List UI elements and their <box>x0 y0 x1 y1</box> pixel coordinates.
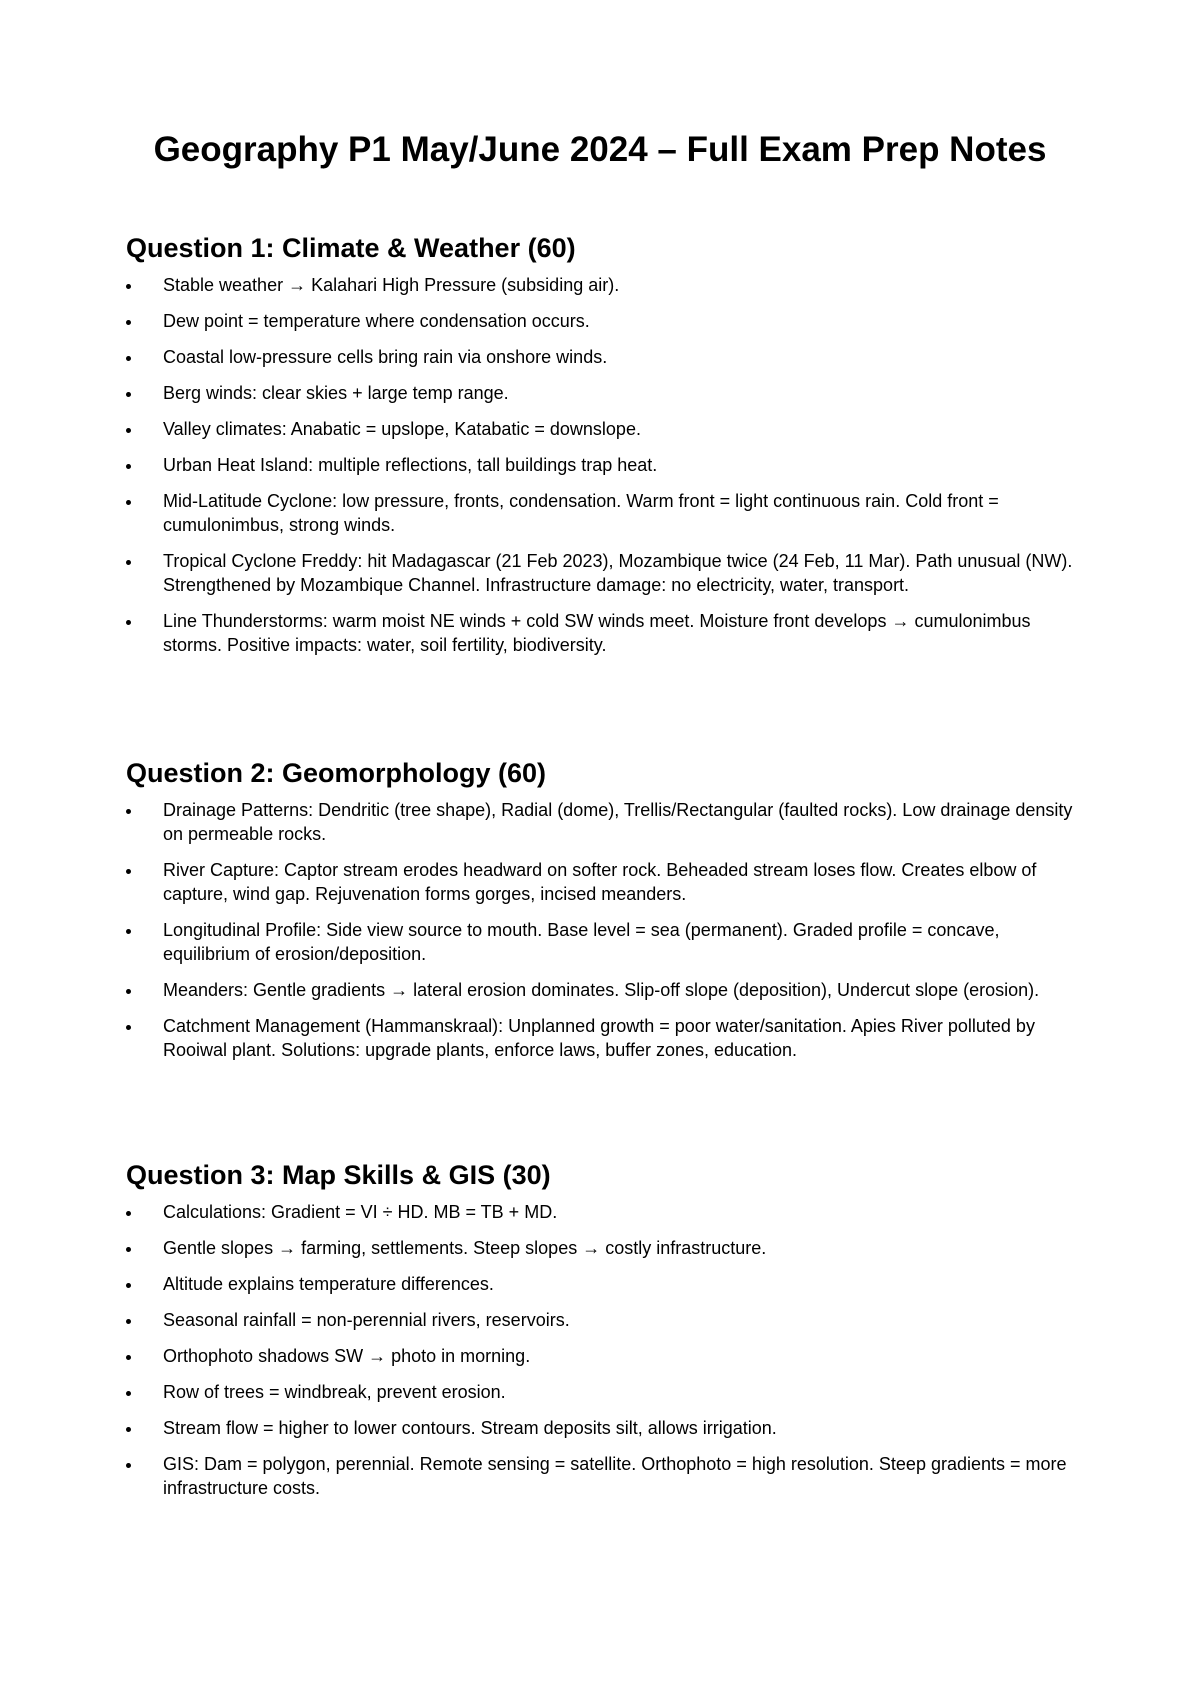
list-item <box>126 381 1086 405</box>
bullet-list <box>126 1200 1086 1500</box>
list-item <box>126 798 1086 846</box>
list-item-text: Urban Heat Island: multiple reflections, tall buildings trap heat. <box>163 455 658 475</box>
section-geomorphology <box>126 755 1086 1074</box>
section-heading: Question 3: Map Skills & GIS (30) <box>126 1160 551 1190</box>
list-item <box>126 417 1086 441</box>
list-item-text: Dew point = temperature where condensation occurs. <box>163 311 590 331</box>
list-item-text: Stable weather → Kalahari High Pressure (subsiding air). <box>163 275 620 295</box>
list-item <box>126 1308 1086 1332</box>
bullet-list <box>126 798 1086 1062</box>
bullet-icon <box>126 1391 131 1396</box>
bullet-icon <box>126 989 131 994</box>
list-item <box>126 1344 1086 1368</box>
list-item <box>126 489 1086 537</box>
bullet-icon <box>126 560 131 565</box>
list-item-text: Berg winds: clear skies + large temp range. <box>163 383 509 403</box>
list-item <box>126 1452 1086 1500</box>
list-item-text: Altitude explains temperature differences. <box>163 1274 494 1294</box>
list-item <box>126 1380 1086 1404</box>
bullet-icon <box>126 1247 131 1252</box>
bullet-icon <box>126 929 131 934</box>
list-item-text: Calculations: Gradient = VI ÷ HD. MB = TB + MD. <box>163 1202 558 1222</box>
bullet-icon <box>126 356 131 361</box>
list-item-text: Row of trees = windbreak, prevent erosion. <box>163 1382 506 1402</box>
bullet-icon <box>126 320 131 325</box>
bullet-icon <box>126 1355 131 1360</box>
list-item-text: GIS: Dam = polygon, perennial. Remote sensing = satellite. Orthophoto = high resolution. Steep gradients = more infrastructure costs. <box>163 1454 1067 1498</box>
section-climate-weather <box>126 230 1086 669</box>
section-map-skills-gis <box>126 1157 1086 1512</box>
bullet-icon <box>126 500 131 505</box>
bullet-icon <box>126 809 131 814</box>
bullet-list <box>126 273 1086 657</box>
bullet-icon <box>126 1319 131 1324</box>
list-item <box>126 345 1086 369</box>
section-heading: Question 1: Climate & Weather (60) <box>126 233 576 263</box>
list-item-text: Mid-Latitude Cyclone: low pressure, fronts, condensation. Warm front = light continuous rain. Cold front = cumulonimbus, strong winds. <box>163 491 999 535</box>
list-item-text: Orthophoto shadows SW → photo in morning. <box>163 1346 531 1366</box>
list-item-text: Tropical Cyclone Freddy: hit Madagascar (21 Feb 2023), Mozambique twice (24 Feb, 11 Mar). Path unusual (NW). Strengthened by Mozambique Channel. Infrastructure damage: no electricity, water, transport. <box>163 551 1073 595</box>
list-item <box>126 1236 1086 1260</box>
list-item <box>126 1416 1086 1440</box>
list-item-text: Catchment Management (Hammanskraal): Unplanned growth = poor water/sanitation. Apies River polluted by Rooiwal plant. Solutions: upgrade plants, enforce laws, buffer zones, education. <box>163 1016 1035 1060</box>
bullet-icon <box>126 1283 131 1288</box>
list-item <box>126 453 1086 477</box>
bullet-icon <box>126 392 131 397</box>
list-item <box>126 978 1086 1002</box>
list-item-text: River Capture: Captor stream erodes headward on softer rock. Beheaded stream loses flow. Creates elbow of capture, wind gap. Rejuvenation forms gorges, incised meanders. <box>163 860 1037 904</box>
list-item-text: Valley climates: Anabatic = upslope, Katabatic = downslope. <box>163 419 641 439</box>
document-title: Geography P1 May/June 2024 – Full Exam Prep Notes <box>153 130 1047 169</box>
list-item-text: Meanders: Gentle gradients → lateral erosion dominates. Slip-off slope (deposition), Undercut slope (erosion). <box>163 980 1040 1000</box>
list-item-text: Line Thunderstorms: warm moist NE winds + cold SW winds meet. Moisture front develops → cumulonimbus storms. Positive impacts: water, soil fertility, biodiversity. <box>163 611 1031 655</box>
bullet-icon <box>126 1463 131 1468</box>
list-item <box>126 273 1086 297</box>
list-item-text: Seasonal rainfall = non-perennial rivers, reservoirs. <box>163 1310 570 1330</box>
list-item <box>126 858 1086 906</box>
list-item <box>126 1272 1086 1296</box>
bullet-icon <box>126 869 131 874</box>
list-item <box>126 609 1086 657</box>
bullet-icon <box>126 464 131 469</box>
list-item-text: Coastal low-pressure cells bring rain via onshore winds. <box>163 347 608 367</box>
list-item-text: Drainage Patterns: Dendritic (tree shape), Radial (dome), Trellis/Rectangular (faulted rocks). Low drainage density on permeable rocks. <box>163 800 1073 844</box>
list-item <box>126 1014 1086 1062</box>
list-item <box>126 549 1086 597</box>
list-item-text: Gentle slopes → farming, settlements. Steep slopes → costly infrastructure. <box>163 1238 767 1258</box>
bullet-icon <box>126 1025 131 1030</box>
section-heading: Question 2: Geomorphology (60) <box>126 758 547 788</box>
bullet-icon <box>126 284 131 289</box>
bullet-icon <box>126 1427 131 1432</box>
list-item-text: Stream flow = higher to lower contours. Stream deposits silt, allows irrigation. <box>163 1418 777 1438</box>
list-item <box>126 918 1086 966</box>
list-item-text: Longitudinal Profile: Side view source to mouth. Base level = sea (permanent). Graded profile = concave, equilibrium of erosion/deposition. <box>163 920 1000 964</box>
bullet-icon <box>126 428 131 433</box>
bullet-icon <box>126 1211 131 1216</box>
list-item <box>126 309 1086 333</box>
list-item <box>126 1200 1086 1224</box>
bullet-icon <box>126 620 131 625</box>
